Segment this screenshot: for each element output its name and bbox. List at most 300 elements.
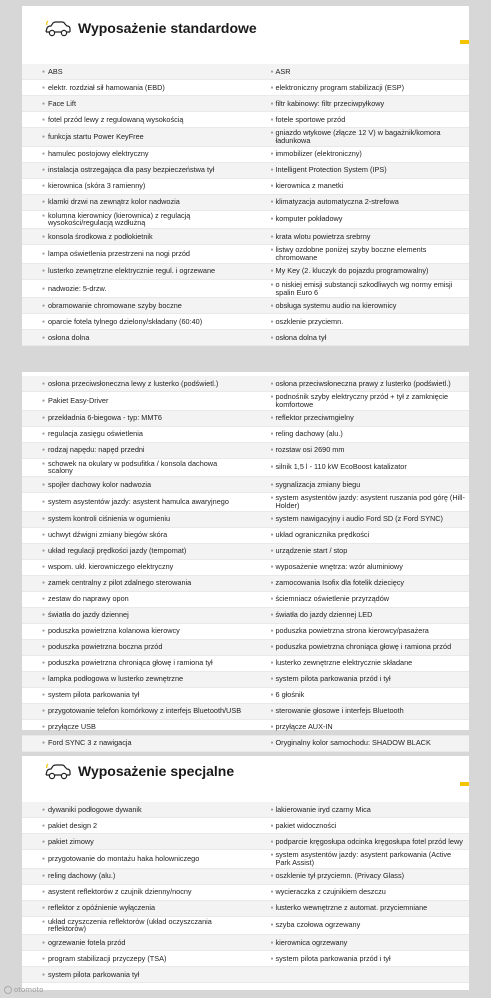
bullet-icon: ● xyxy=(42,740,46,747)
equipment-item-right xyxy=(246,165,470,175)
equipment-item-label: układ ogranicznika prędkości xyxy=(275,530,370,540)
equipment-item-left xyxy=(22,429,246,439)
bullet-icon: ● xyxy=(270,199,274,206)
equipment-item-label: sygnalizacja zmiany biegu xyxy=(275,479,361,489)
equipment-item-label: klimatyzacja automatyczna 2-strefowa xyxy=(275,197,399,207)
equipment-item-label: przyłącze USB xyxy=(48,722,96,732)
bullet-icon: ● xyxy=(42,612,46,619)
equipment-row xyxy=(22,544,469,560)
equipment-item-label: osłona przeciwsłoneczna lewy z lusterko (podświetl.) xyxy=(48,378,219,388)
bullet-icon: ● xyxy=(270,116,274,123)
equipment-item-right xyxy=(246,871,470,881)
equipment-item-label: system asystentów jazdy: asystent hamulca awaryjnego xyxy=(48,497,229,507)
equipment-row xyxy=(22,392,469,411)
bullet-icon: ● xyxy=(270,644,274,651)
equipment-item-right xyxy=(246,938,470,948)
bullet-icon: ● xyxy=(270,873,274,880)
bullet-icon: ● xyxy=(42,724,46,731)
equipment-item-label: rodzaj napędu: napęd przedni xyxy=(48,445,145,455)
equipment-item-right xyxy=(246,379,470,389)
equipment-item-label: poduszka powietrzna strona kierowcy/pasażera xyxy=(275,626,429,636)
equipment-item-label: system pilota parkowania tył xyxy=(48,690,140,700)
equipment-item-left xyxy=(22,266,246,276)
equipment-item-label: konsola środkowa z podłokietnik xyxy=(48,231,153,241)
equipment-item-label: spojler dachowy kolor nadwozia xyxy=(48,479,152,489)
equipment-item-label: lusterko zewnętrzne elektrycznie regul. i ogrzewane xyxy=(48,266,216,276)
equipment-item-left xyxy=(22,805,246,815)
equipment-row xyxy=(22,280,469,299)
equipment-item-label: dywaniki podłogowe dywanik xyxy=(48,804,142,814)
equipment-item-label: Ford SYNC 3 z nawigacja xyxy=(48,738,132,748)
bullet-icon: ● xyxy=(270,612,274,619)
equipment-item-label: przyłącze AUX-IN xyxy=(275,722,333,732)
equipment-item-label: osłona dolna xyxy=(48,332,90,342)
equipment-item-label: poduszka powietrzna chroniąca głowę i ramiona tył xyxy=(48,658,213,668)
equipment-item-left xyxy=(22,610,246,620)
bullet-icon: ● xyxy=(270,740,274,747)
equipment-item-left xyxy=(22,706,246,716)
equipment-item-right xyxy=(246,722,470,732)
bullet-icon: ● xyxy=(270,268,274,275)
equipment-item-right xyxy=(246,115,470,125)
bullet-icon: ● xyxy=(270,68,274,75)
bullet-icon: ● xyxy=(42,116,46,123)
equipment-item-right xyxy=(246,887,470,897)
equipment-item-left xyxy=(22,871,246,881)
bullet-icon: ● xyxy=(270,447,274,454)
equipment-item-left xyxy=(22,284,246,294)
bullet-icon: ● xyxy=(42,251,46,258)
equipment-item-right xyxy=(246,850,470,868)
equipment-item-label: zamocowania Isofix dla fotelik dziecięcy xyxy=(275,578,405,588)
equipment-item-left xyxy=(22,917,246,935)
watermark xyxy=(4,986,43,994)
equipment-item-label: zestaw do naprawy opon xyxy=(48,594,129,604)
equipment-item-label: system asystentów jazdy: asystent ruszania pod górę (Hill-Holder) xyxy=(275,493,465,510)
equipment-row xyxy=(22,656,469,672)
card-standard-equipment-continued xyxy=(22,372,469,748)
bullet-icon: ● xyxy=(270,247,274,254)
bullet-icon: ● xyxy=(42,100,46,107)
equipment-item-right xyxy=(246,954,470,964)
bullet-icon: ● xyxy=(270,130,274,136)
equipment-item-right xyxy=(246,99,470,109)
equipment-item-label: osłona przeciwsłoneczna prawy z lusterko (podświetl.) xyxy=(275,378,451,388)
equipment-item-label: lusterko zewnętrzne elektrycznie składane xyxy=(275,658,413,668)
equipment-item-left xyxy=(22,99,246,109)
equipment-item-right xyxy=(246,738,470,748)
equipment-item-right xyxy=(246,445,470,455)
bullet-icon: ● xyxy=(270,233,274,240)
bullet-icon: ● xyxy=(42,889,46,896)
bullet-icon: ● xyxy=(42,873,46,880)
bullet-icon: ● xyxy=(270,431,274,438)
equipment-item-left xyxy=(22,459,246,477)
equipment-row xyxy=(22,640,469,656)
equipment-item-left xyxy=(22,181,246,191)
equipment-list-standard-continued xyxy=(22,376,469,752)
equipment-row xyxy=(22,245,469,264)
equipment-item-label: podparcie kręgosłupa odcinka kręgosłupa fotel przód lewy xyxy=(275,836,463,846)
equipment-item-label: krata wlotu powietrza srebrny xyxy=(275,231,371,241)
equipment-item-label: system nawigacyjny i audio Ford SD (z Ford SYNC) xyxy=(275,514,443,524)
equipment-item-right xyxy=(246,530,470,540)
equipment-row xyxy=(22,576,469,592)
bullet-icon: ● xyxy=(42,499,46,506)
equipment-row xyxy=(22,608,469,624)
equipment-item-right xyxy=(246,480,470,490)
equipment-item-label: lampa oświetlenia przestrzeni na nogi przód xyxy=(48,249,190,259)
equipment-item-label: wyposażenie wnętrza: wzór aluminiowy xyxy=(275,562,403,572)
bullet-icon: ● xyxy=(42,318,46,325)
bullet-icon: ● xyxy=(270,394,274,400)
equipment-item-label: system pilota parkowania przód i tył xyxy=(275,953,391,963)
bullet-icon: ● xyxy=(270,676,274,683)
bullet-icon: ● xyxy=(270,724,274,731)
equipment-item-label: pakiet design 2 xyxy=(48,820,98,830)
bullet-icon: ● xyxy=(42,676,46,683)
bullet-icon: ● xyxy=(270,806,274,813)
equipment-item-left xyxy=(22,938,246,948)
equipment-item-label: elektroniczny program stabilizacji (ESP) xyxy=(275,82,405,92)
bullet-icon: ● xyxy=(42,199,46,206)
equipment-item-label: rozstaw osi 2690 mm xyxy=(275,445,345,455)
equipment-item-right xyxy=(246,642,470,652)
equipment-item-left xyxy=(22,396,246,406)
equipment-item-label: obramowanie chromowane szyby boczne xyxy=(48,300,182,310)
equipment-row xyxy=(22,512,469,528)
equipment-item-label: 6 głośnik xyxy=(275,690,305,700)
bullet-icon: ● xyxy=(270,318,274,325)
accent-bar xyxy=(460,40,469,44)
equipment-item-right xyxy=(246,578,470,588)
equipment-row xyxy=(22,818,469,834)
bullet-icon: ● xyxy=(270,100,274,107)
equipment-row xyxy=(22,688,469,704)
bullet-icon: ● xyxy=(270,708,274,715)
bullet-icon: ● xyxy=(42,151,46,158)
equipment-item-left xyxy=(22,954,246,964)
equipment-item-left xyxy=(22,626,246,636)
car-outline-icon xyxy=(44,762,72,780)
equipment-item-right xyxy=(246,232,470,242)
bullet-icon: ● xyxy=(42,516,46,523)
equipment-item-label: sterowanie głosowe i interfejs Bluetooth xyxy=(275,706,404,716)
equipment-item-right xyxy=(246,690,470,700)
equipment-row xyxy=(22,885,469,901)
bullet-icon: ● xyxy=(42,268,46,275)
bullet-icon: ● xyxy=(42,415,46,422)
bullet-icon: ● xyxy=(42,564,46,571)
equipment-item-label: Oryginalny kolor samochodu: SHADOW BLACK xyxy=(275,738,431,748)
equipment-item-right xyxy=(246,197,470,207)
equipment-row xyxy=(22,459,469,478)
car-outline-icon xyxy=(44,19,72,37)
equipment-item-label: nadwozie: 5-drzw. xyxy=(48,283,107,293)
bullet-icon: ● xyxy=(42,806,46,813)
equipment-item-label: oszklenie przyciemn. xyxy=(275,316,344,326)
equipment-item-label: poduszka powietrzna boczna przód xyxy=(48,642,163,652)
bullet-icon: ● xyxy=(42,628,46,635)
bullet-icon: ● xyxy=(270,302,274,309)
equipment-item-label: program stabilizacji przyczepy (TSA) xyxy=(48,953,167,963)
equipment-item-label: układ czyszczenia reflektorów (układ oczyszczania reflektorów) xyxy=(48,916,212,934)
equipment-item-label: Pakiet Easy-Driver xyxy=(48,395,109,405)
bullet-icon: ● xyxy=(270,580,274,587)
bullet-icon: ● xyxy=(270,84,274,91)
bullet-icon: ● xyxy=(42,233,46,240)
equipment-item-label: ogrzewanie fotela przód xyxy=(48,937,126,947)
equipment-row xyxy=(22,376,469,392)
equipment-item-left xyxy=(22,249,246,259)
equipment-item-left xyxy=(22,903,246,913)
equipment-list-standard xyxy=(22,64,469,346)
equipment-item-label: gniazdo wtykowe (złącze 12 V) w bagażnik/komora ładunkowa xyxy=(275,128,441,145)
equipment-item-left xyxy=(22,658,246,668)
bullet-icon: ● xyxy=(42,212,46,219)
equipment-item-left xyxy=(22,530,246,540)
equipment-row xyxy=(22,720,469,736)
equipment-item-label: poduszka powietrzna chroniąca głowę i ramiona przód xyxy=(275,642,452,652)
equipment-item-left xyxy=(22,413,246,423)
bullet-icon: ● xyxy=(42,548,46,555)
equipment-item-right xyxy=(246,493,470,511)
equipment-item-label: wspom. ukł. kierowniczego elektryczny xyxy=(48,562,174,572)
bullet-icon: ● xyxy=(42,596,46,603)
bullet-icon: ● xyxy=(270,822,274,829)
equipment-row xyxy=(22,901,469,917)
bullet-icon: ● xyxy=(42,447,46,454)
bullet-icon: ● xyxy=(42,167,46,174)
bullet-icon: ● xyxy=(270,852,274,858)
equipment-row xyxy=(22,802,469,818)
equipment-item-right xyxy=(246,920,470,930)
bullet-icon: ● xyxy=(270,548,274,555)
equipment-item-left xyxy=(22,642,246,652)
equipment-item-left xyxy=(22,115,246,125)
equipment-item-label: funkcja startu Power KeyFree xyxy=(48,131,144,141)
equipment-item-left xyxy=(22,497,246,507)
equipment-item-label: układ regulacji prędkości jazdy (tempomat) xyxy=(48,546,187,556)
equipment-item-label: system kontroli ciśnienia w ogumieniu xyxy=(48,514,171,524)
equipment-row xyxy=(22,624,469,640)
equipment-item-label: szyba czołowa ogrzewany xyxy=(275,920,361,930)
bullet-icon: ● xyxy=(42,334,46,341)
equipment-item-label: reflektor z opóźnienie wyłączenia xyxy=(48,903,156,913)
equipment-item-label: światła do jazdy dziennej LED xyxy=(275,610,373,620)
equipment-item-left xyxy=(22,690,246,700)
equipment-row xyxy=(22,967,469,983)
equipment-row xyxy=(22,80,469,96)
equipment-row xyxy=(22,592,469,608)
bullet-icon: ● xyxy=(42,532,46,539)
equipment-item-label: listwy ozdobne poniżej szyby boczne elements chromowane xyxy=(275,245,427,262)
equipment-item-label: filtr kabinowy: filtr przeciwpyłkowy xyxy=(275,98,385,108)
equipment-item-label: Face Lift xyxy=(48,98,76,108)
equipment-item-label: pakiet widoczności xyxy=(275,820,337,830)
watermark-text: otomoto xyxy=(14,986,44,994)
equipment-item-label: podnośnik szyby elektryczny przód + tył z zamknięcie komfortowe xyxy=(275,392,449,409)
equipment-item-left xyxy=(22,738,246,748)
equipment-row xyxy=(22,935,469,951)
equipment-row xyxy=(22,869,469,885)
bullet-icon: ● xyxy=(270,516,274,523)
bullet-icon: ● xyxy=(270,481,274,488)
bullet-icon: ● xyxy=(42,905,46,912)
equipment-row xyxy=(22,427,469,443)
equipment-item-right xyxy=(246,245,470,263)
equipment-item-left xyxy=(22,67,246,77)
equipment-item-left xyxy=(22,83,246,93)
equipment-item-left xyxy=(22,821,246,831)
equipment-row xyxy=(22,704,469,720)
bullet-icon: ● xyxy=(42,660,46,667)
equipment-item-label: o niskiej emisji substancji szkodliwych wg normy emisji spalin Euro 6 xyxy=(275,279,453,297)
bullet-icon: ● xyxy=(270,183,274,190)
equipment-item-label: oparcie fotela tylnego dzielony/składany (60:40) xyxy=(48,316,203,326)
equipment-row xyxy=(22,229,469,245)
bullet-icon: ● xyxy=(42,955,46,962)
section-title: Wyposażenie standardowe xyxy=(78,20,257,36)
equipment-item-label: przygotowanie telefon komórkowy z interfejs Bluetooth/USB xyxy=(48,706,242,716)
equipment-item-left xyxy=(22,674,246,684)
equipment-item-left xyxy=(22,379,246,389)
section-header-standard xyxy=(22,6,469,50)
equipment-item-label: instalacja ostrzegająca dla pasy bezpieczeństwa tył xyxy=(48,165,215,175)
equipment-item-left xyxy=(22,480,246,490)
equipment-item-left xyxy=(22,546,246,556)
bullet-icon: ● xyxy=(270,281,274,288)
equipment-row xyxy=(22,736,469,752)
equipment-item-left xyxy=(22,333,246,343)
bullet-icon: ● xyxy=(270,151,274,158)
equipment-item-right xyxy=(246,83,470,93)
equipment-item-right xyxy=(246,610,470,620)
equipment-row xyxy=(22,477,469,493)
equipment-item-right xyxy=(246,974,470,976)
equipment-item-label: lusterko wewnętrzne z automat. przyciemniane xyxy=(275,903,428,913)
equipment-item-right xyxy=(246,594,470,604)
equipment-item-label: reling dachowy (alu.) xyxy=(275,429,343,439)
equipment-item-left xyxy=(22,211,246,229)
equipment-item-label: kolumna kierownicy (kierownica) z regulacją wysokości/regulacją wzdłużną xyxy=(48,210,191,228)
bullet-icon: ● xyxy=(270,495,274,502)
equipment-item-right xyxy=(246,658,470,668)
equipment-item-label: kierownica z manetki xyxy=(275,181,344,191)
bullet-icon: ● xyxy=(42,302,46,309)
bullet-icon: ● xyxy=(42,285,46,292)
equipment-row xyxy=(22,672,469,688)
equipment-item-left xyxy=(22,132,246,142)
bullet-icon: ● xyxy=(270,838,274,845)
equipment-item-label: światła do jazdy dziennej xyxy=(48,610,129,620)
equipment-item-label: klamki drzwi na zewnątrz kolor nadwozia xyxy=(48,197,180,207)
equipment-item-left xyxy=(22,594,246,604)
card-special-equipment xyxy=(22,756,469,990)
bullet-icon: ● xyxy=(42,481,46,488)
bullet-icon: ● xyxy=(42,68,46,75)
bullet-icon: ● xyxy=(270,564,274,571)
equipment-item-left xyxy=(22,578,246,588)
watermark-logo-icon xyxy=(4,986,12,994)
equipment-item-right xyxy=(246,805,470,815)
equipment-item-right xyxy=(246,317,470,327)
equipment-item-left xyxy=(22,722,246,732)
equipment-item-right xyxy=(246,514,470,524)
equipment-item-left xyxy=(22,854,246,864)
equipment-item-label: immobilizer (elektroniczny) xyxy=(275,149,362,159)
equipment-item-label: zamek centralny z pilot zdalnego sterowania xyxy=(48,578,192,588)
equipment-item-label: ściemniacz oświetlenie przyrządów xyxy=(275,594,390,604)
equipment-item-label: pakiet zimowy xyxy=(48,836,94,846)
bullet-icon: ● xyxy=(42,580,46,587)
equipment-item-right xyxy=(246,674,470,684)
equipment-item-label: fotele sportowe przód xyxy=(275,114,346,124)
equipment-item-right xyxy=(246,626,470,636)
equipment-item-label: lakierowanie iryd czarny Mica xyxy=(275,804,371,814)
bullet-icon: ● xyxy=(270,889,274,896)
equipment-item-left xyxy=(22,887,246,897)
bullet-icon: ● xyxy=(270,939,274,946)
equipment-item-label: schowek na okulary w podsufitka / konsola dachowa scalony xyxy=(48,458,218,476)
bullet-icon: ● xyxy=(42,133,46,140)
equipment-row xyxy=(22,443,469,459)
equipment-row xyxy=(22,96,469,112)
equipment-row xyxy=(22,528,469,544)
bullet-icon: ● xyxy=(42,84,46,91)
equipment-item-label: obsługa systemu audio na kierownicy xyxy=(275,300,397,310)
equipment-row xyxy=(22,834,469,850)
bullet-icon: ● xyxy=(270,692,274,699)
equipment-row xyxy=(22,128,469,147)
equipment-item-label: osłona dolna tył xyxy=(275,332,327,342)
bullet-icon: ● xyxy=(270,596,274,603)
bullet-icon: ● xyxy=(270,660,274,667)
bullet-icon: ● xyxy=(42,855,46,862)
equipment-row xyxy=(22,298,469,314)
bullet-icon: ● xyxy=(270,334,274,341)
equipment-row xyxy=(22,330,469,346)
bullet-icon: ● xyxy=(42,460,46,467)
equipment-item-label: regulacja zasięgu oświetlenia xyxy=(48,429,143,439)
bullet-icon: ● xyxy=(270,532,274,539)
equipment-item-left xyxy=(22,970,246,980)
equipment-item-label: asystent reflektorów z czujnik dzienny/nocny xyxy=(48,887,192,897)
equipment-item-right xyxy=(246,181,470,191)
equipment-row xyxy=(22,850,469,869)
accent-bar xyxy=(460,782,469,786)
equipment-row xyxy=(22,951,469,967)
equipment-item-left xyxy=(22,232,246,242)
equipment-item-label: lampka podłogowa w lusterko zewnętrzne xyxy=(48,674,184,684)
bullet-icon: ● xyxy=(42,708,46,715)
equipment-item-right xyxy=(246,266,470,276)
bullet-icon: ● xyxy=(270,955,274,962)
equipment-row xyxy=(22,64,469,80)
equipment-item-label: My Key (2. kluczyk do pojazdu programowalny) xyxy=(275,266,429,276)
equipment-row xyxy=(22,195,469,211)
equipment-item-left xyxy=(22,317,246,327)
equipment-item-label: system pilota parkowania przód i tył xyxy=(275,674,391,684)
bullet-icon: ● xyxy=(270,464,274,471)
equipment-item-label: Intelligent Protection System (IPS) xyxy=(275,165,387,175)
equipment-item-label: przekładnia 6-biegowa - typ: MMT6 xyxy=(48,413,162,423)
equipment-item-left xyxy=(22,165,246,175)
equipment-item-label: wycieraczka z czujnikiem deszczu xyxy=(275,887,386,897)
equipment-item-right xyxy=(246,429,470,439)
equipment-row xyxy=(22,211,469,230)
equipment-item-label: komputer pokładowy xyxy=(275,214,343,224)
